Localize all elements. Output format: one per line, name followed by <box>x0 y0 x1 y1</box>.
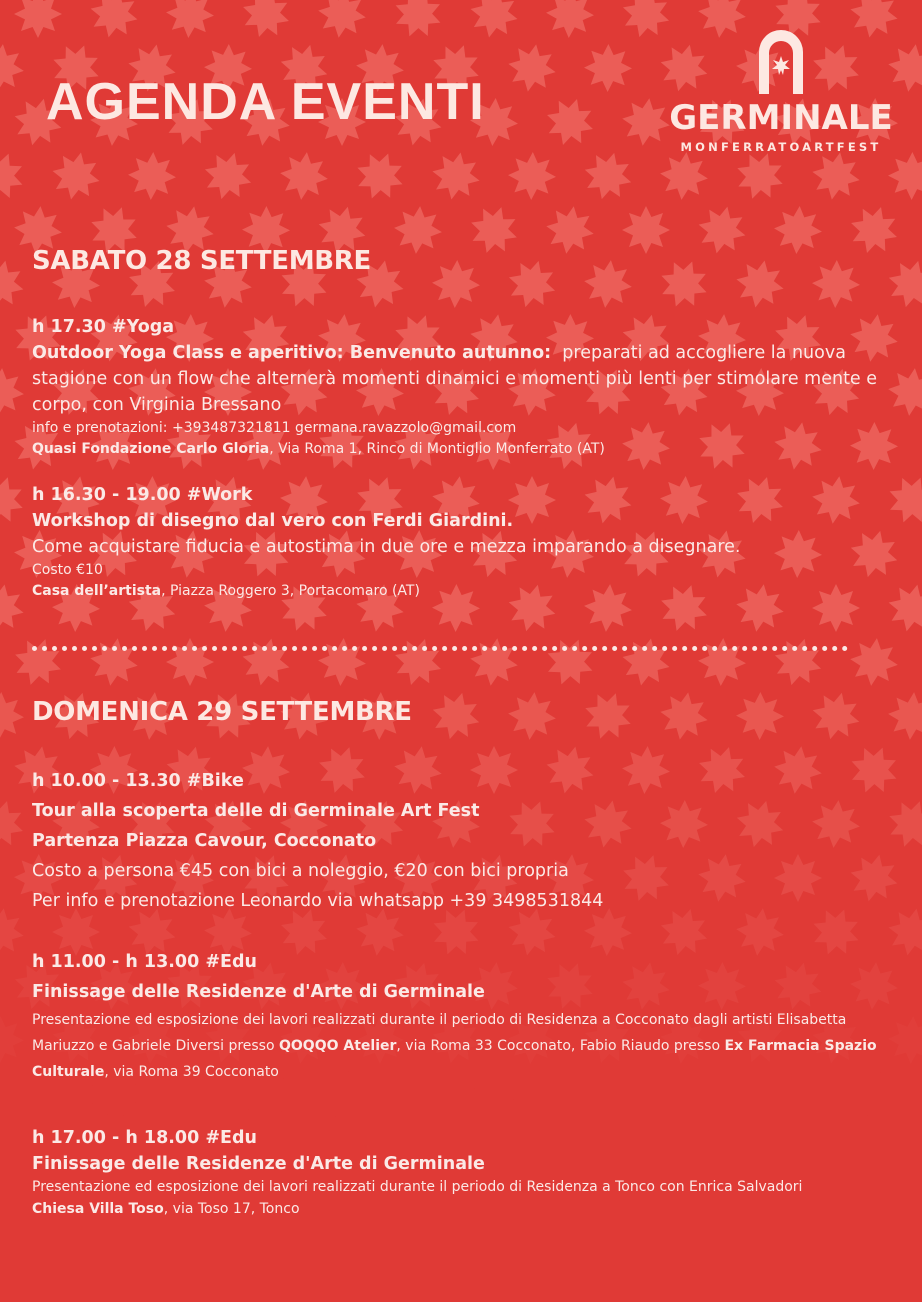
star-shape <box>428 148 484 204</box>
star-shape <box>506 690 559 743</box>
event-text <box>32 1007 892 1085</box>
event-finissage-tonco <box>32 1125 892 1220</box>
star-shape <box>349 145 411 207</box>
event-address: , Via Roma 1, Rinco di Montiglio Monferrato (AT) <box>269 441 605 457</box>
star-shape <box>0 366 26 418</box>
star-shape <box>732 256 788 312</box>
event-text: Come acquistare fiducia e autostima in due ore e mezza imparando a disegnare. <box>32 537 741 557</box>
star-shape <box>656 688 712 744</box>
star-shape <box>85 0 143 43</box>
event-text: Presentazione ed esposizione dei lavori realizzati durante il periodo di Residenza a Tonco con Enrica Salvadori <box>32 1179 803 1195</box>
star-shape <box>48 148 105 205</box>
event-location <box>32 439 892 460</box>
star-shape <box>8 632 68 692</box>
star-shape <box>653 253 715 315</box>
event-location <box>32 1199 892 1220</box>
star-shape <box>581 257 634 310</box>
star-shape <box>584 44 633 93</box>
star-shape <box>467 635 521 689</box>
event-time: h 17.00 - h 18.00 #Edu <box>32 1128 257 1148</box>
arch-star-icon <box>755 28 807 94</box>
event-yoga <box>32 314 892 460</box>
star-shape <box>736 692 785 741</box>
star-shape <box>543 203 598 258</box>
star-shape <box>0 794 30 854</box>
event-venue: Chiesa Villa Toso <box>32 1201 164 1217</box>
star-shape <box>504 40 560 96</box>
star-shape <box>0 469 31 530</box>
star-shape <box>618 634 675 691</box>
event-title: Finissage delle Residenze d'Arte di Germinale <box>32 982 485 1002</box>
event-finissage-cocconato <box>32 947 892 1085</box>
star-shape <box>772 204 823 255</box>
event-cost: Costo a persona €45 con bici a noleggio, €20 con bici propria <box>32 861 569 881</box>
logo-subtitle: MONFERRATOARTFEST <box>680 140 882 154</box>
star-shape <box>127 151 177 201</box>
event-subtitle: Partenza Piazza Cavour, Cocconato <box>32 831 377 851</box>
star-shape <box>619 95 673 149</box>
star-shape <box>693 201 751 259</box>
star-shape <box>236 0 296 44</box>
star-shape <box>277 149 330 202</box>
star-shape <box>847 635 900 688</box>
event-bike <box>32 766 892 916</box>
event-time: h 10.00 - 13.30 #Bike <box>32 771 244 791</box>
event-time: h 16.30 - 19.00 #Work <box>32 485 253 505</box>
event-address: , via Toso 17, Tonco <box>163 1201 300 1217</box>
event-time: h 17.30 #Yoga <box>32 317 175 337</box>
star-shape <box>388 632 448 692</box>
star-shape <box>237 633 295 691</box>
star-shape <box>315 0 369 41</box>
event-venue: Casa dell’artista <box>32 583 162 599</box>
star-shape <box>887 1015 922 1065</box>
event-location <box>32 581 892 602</box>
star-shape <box>427 687 486 746</box>
star-shape <box>886 690 922 742</box>
star-shape <box>466 0 523 42</box>
event-text-part: , via Roma 39 Cocconato <box>104 1064 279 1080</box>
day-heading-saturday: SABATO 28 SETTEMBRE <box>32 246 371 276</box>
star-shape <box>0 691 25 741</box>
event-title: Tour alla scoperta delle di Germinale Art Fest <box>32 801 480 821</box>
event-contact: Per info e prenotazione Leonardo via whatsapp +39 3498531844 <box>32 891 604 911</box>
event-info: info e prenotazioni: +393487321811 germana.ravazzolo@gmail.com <box>32 420 517 436</box>
event-venue: QOQQO Atelier <box>279 1038 397 1054</box>
star-shape <box>616 0 675 44</box>
star-shape <box>844 200 904 260</box>
logo-name: GERMINALE <box>669 98 893 138</box>
star-shape <box>577 685 638 746</box>
star-shape <box>387 0 449 45</box>
event-info: Costo €10 <box>32 562 103 578</box>
star-shape <box>0 580 28 636</box>
star-shape <box>540 92 600 152</box>
event-description <box>32 340 892 418</box>
star-shape <box>507 151 557 201</box>
star-shape <box>0 255 29 313</box>
germinale-logo <box>668 28 894 158</box>
star-shape <box>392 204 444 256</box>
star-shape <box>539 631 601 693</box>
star-shape <box>883 255 922 314</box>
dotted-divider <box>32 646 848 651</box>
star-shape <box>0 1016 24 1065</box>
star-shape <box>14 0 62 38</box>
day-heading-sunday: DOMENICA 29 SETTEMBRE <box>32 697 412 727</box>
event-title: Finissage delle Residenze d'Arte di Germinale <box>32 1154 485 1174</box>
star-shape <box>464 200 524 260</box>
star-shape <box>164 0 215 40</box>
star-shape <box>888 152 922 201</box>
event-text: preparati ad accogliere la nuova stagione con un flow che alternerà momenti dinamici e momenti più lenti per stimolare mente e corpo, con Virginia Bressano <box>32 343 878 415</box>
star-shape <box>0 905 27 960</box>
event-text-part: Presentazione ed esposizione dei lavori realizzati durante il periodo di Residenza a Cocconato dagli artisti Elisabetta Mariuzzo e Gabriele Diversi presso <box>32 1012 847 1054</box>
event-venue: Quasi Fondazione Carlo Gloria <box>32 441 270 457</box>
star-shape <box>198 146 257 205</box>
star-shape <box>431 259 481 309</box>
event-venue: Ex Farmacia Spazio Culturale <box>32 1038 877 1080</box>
star-shape <box>87 635 142 690</box>
star-shape <box>811 259 861 309</box>
star-shape <box>316 636 367 687</box>
event-address: , Piazza Roggero 3, Portacomaro (AT) <box>161 583 420 599</box>
event-title: Workshop di disegno dal vero con Ferdi Giardini. <box>32 511 514 531</box>
star-shape <box>545 0 595 39</box>
event-text-part: , via Roma 33 Cocconato, Fabio Riaudo presso <box>396 1038 725 1054</box>
star-shape <box>807 687 865 745</box>
page-title: AGENDA EVENTI <box>46 73 485 131</box>
star-shape <box>579 147 638 206</box>
star-shape <box>0 145 31 207</box>
star-shape <box>0 41 27 94</box>
event-time: h 11.00 - h 13.00 #Edu <box>32 952 257 972</box>
star-shape <box>697 637 747 687</box>
event-title: Outdoor Yoga Class e aperitivo: Benvenuto autunno: <box>32 343 552 363</box>
event-workshop <box>32 482 892 602</box>
star-shape <box>502 254 561 313</box>
star-shape <box>768 632 827 691</box>
star-shape <box>622 206 670 254</box>
